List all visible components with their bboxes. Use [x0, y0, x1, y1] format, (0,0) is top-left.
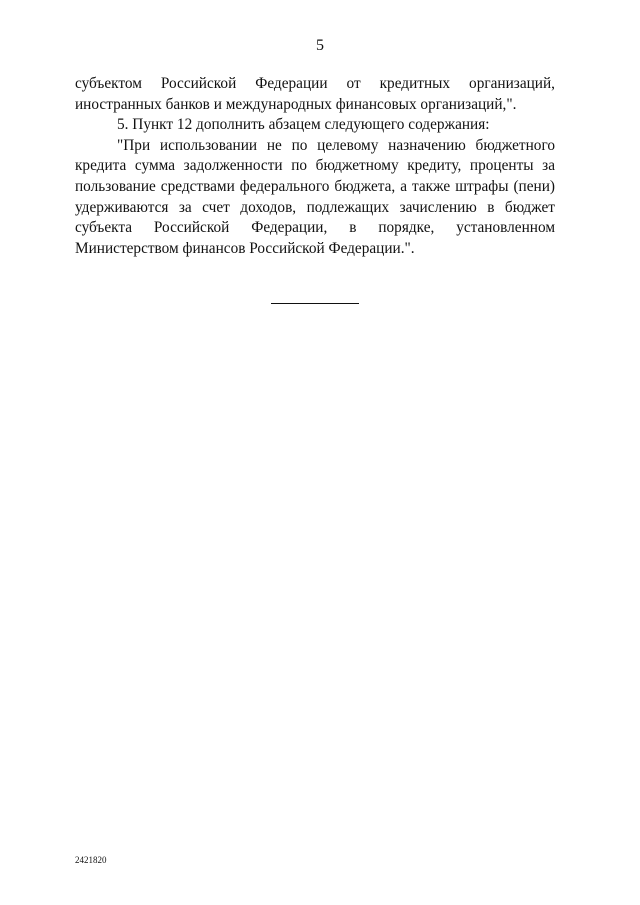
- paragraph-3-line-3: пользование средствами федерального бюджета, а также штрафы (пени): [75, 177, 555, 195]
- page-number: 5: [316, 37, 324, 54]
- paragraph-3-line-1: "При использовании не по целевому назначению бюджетного: [117, 136, 555, 154]
- paragraph-3-line-2: кредита сумма задолженности по бюджетному кредиту, проценты за: [75, 157, 555, 175]
- end-separator-line: [271, 303, 359, 304]
- paragraph-3-line-5: субъекта Российской Федерации, в порядке, установленном: [75, 219, 555, 237]
- paragraph-2-line-1: 5. Пункт 12 дополнить абзацем следующего содержания:: [117, 116, 490, 134]
- document-code: 2421820: [75, 855, 107, 865]
- paragraph-3-line-6: Министерством финансов Российской Федерации.".: [75, 239, 415, 257]
- document-body: [75, 74, 555, 259]
- paragraph-1-line-2: иностранных банков и международных финансовых организаций,".: [75, 95, 517, 113]
- paragraph-1-line-1: субъектом Российской Федерации от кредитных организаций,: [75, 75, 555, 92]
- paragraph-3-line-4: удерживаются за счет доходов, подлежащих зачислению в бюджет: [75, 198, 555, 216]
